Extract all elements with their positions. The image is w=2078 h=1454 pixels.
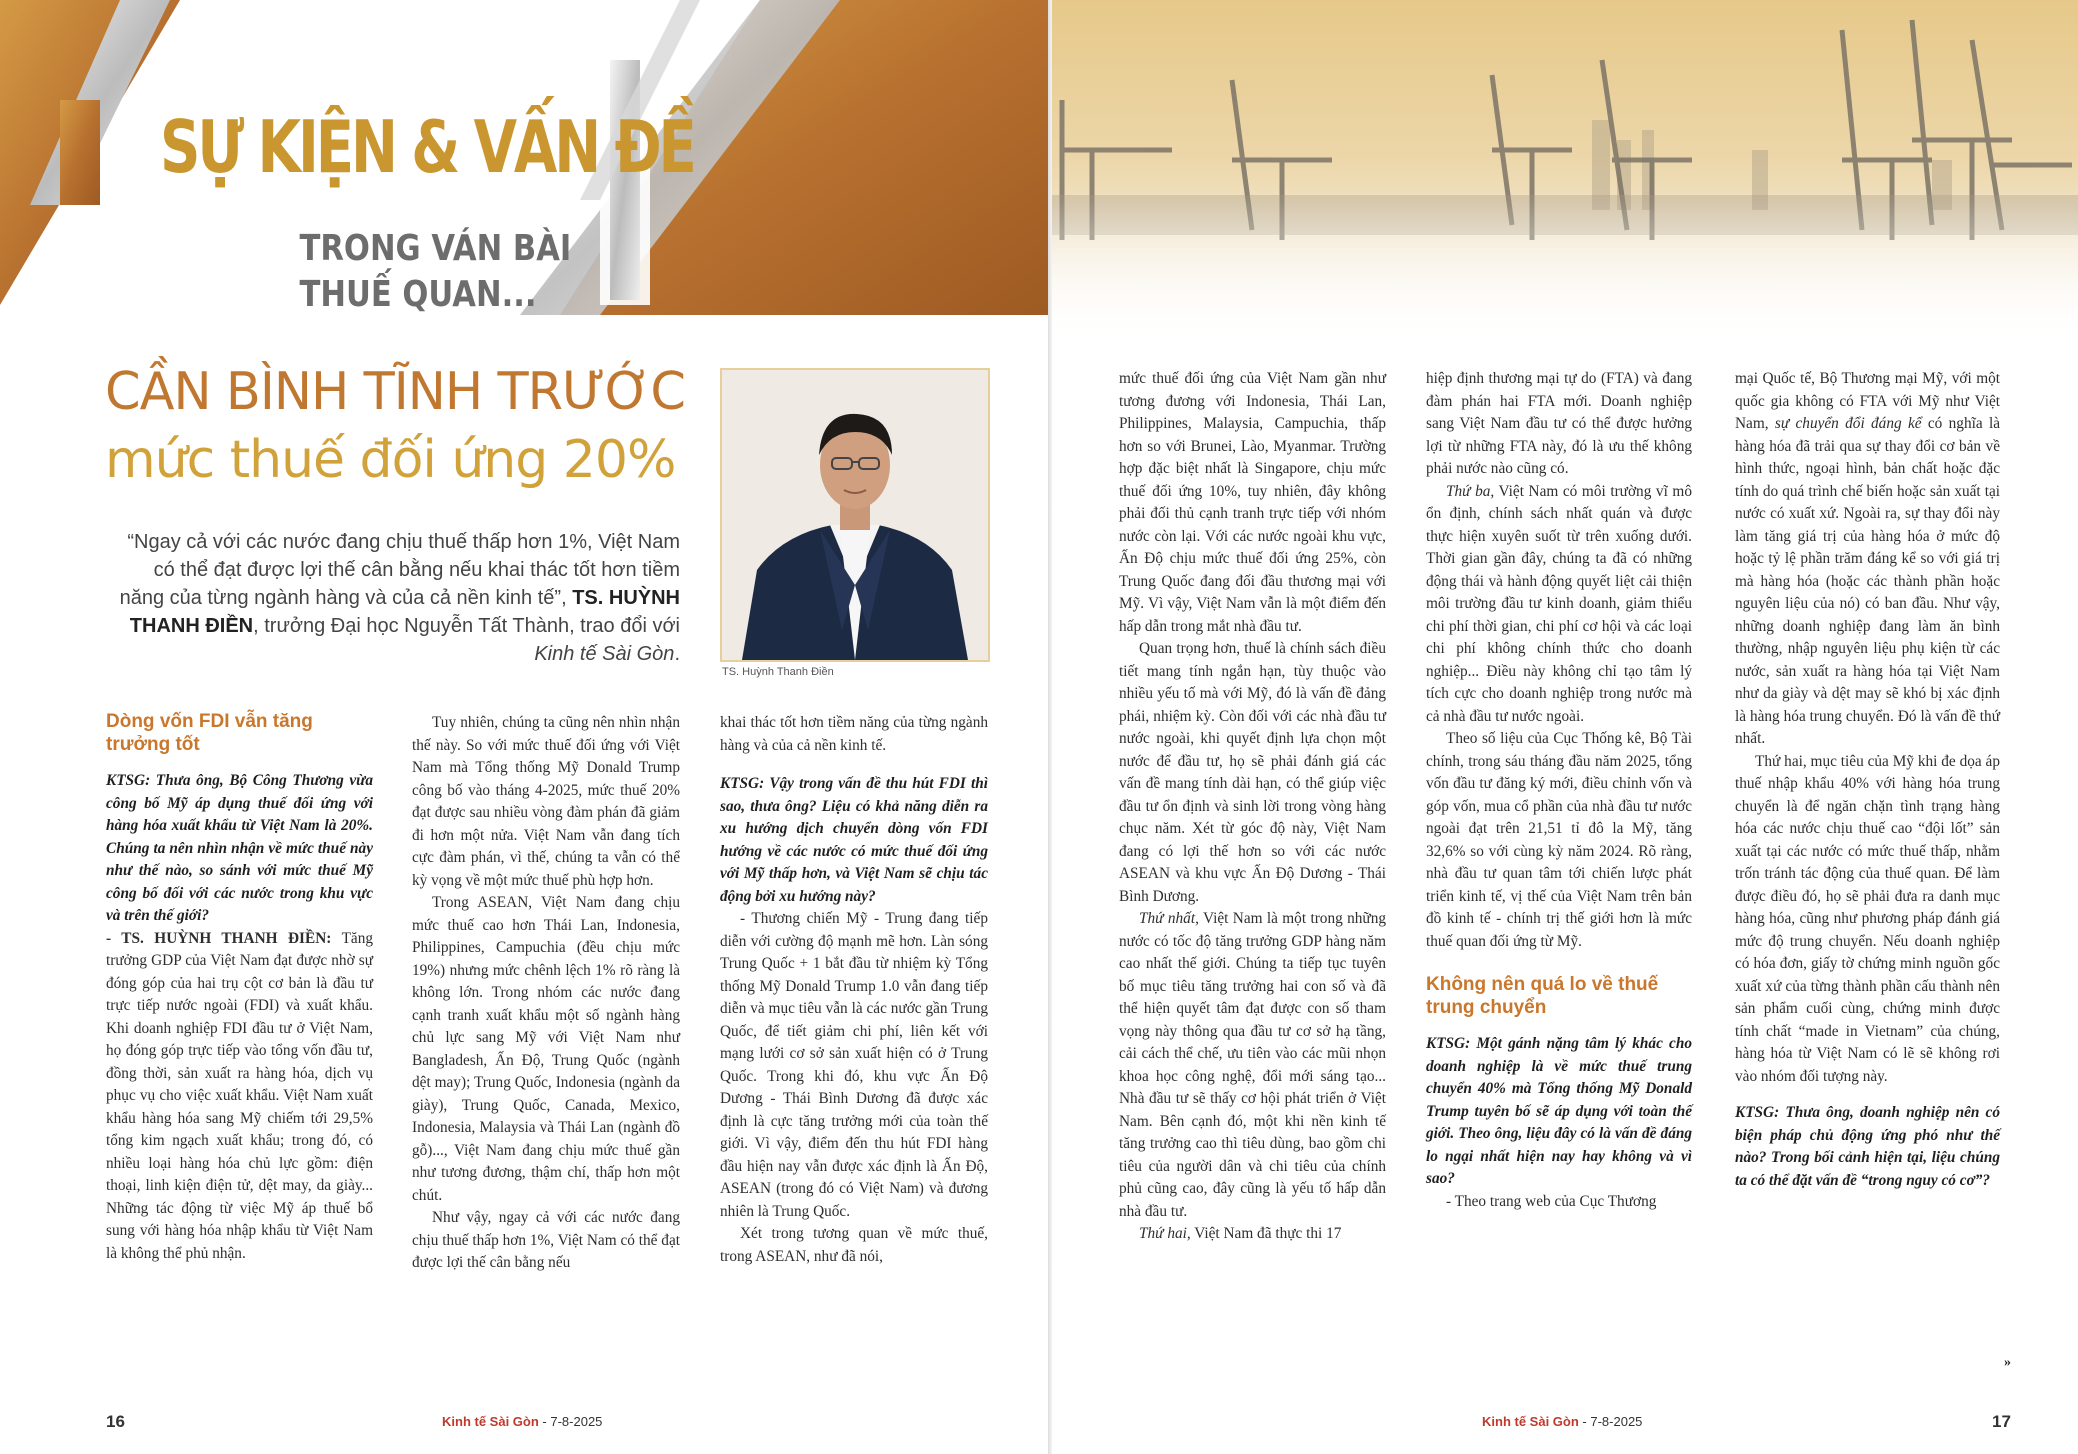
paragraph-text: Việt Nam đã thực thi 17 <box>1190 1225 1342 1242</box>
section-banner <box>0 0 1048 315</box>
port-cranes-photo <box>1052 0 2078 345</box>
paragraph: Như vậy, ngay cả với các nước đang chịu thuế thấp hơn 1%, Việt Nam có thể đạt được lợi thế cân bằng nếu <box>412 1209 680 1271</box>
article-column-1 <box>106 710 373 1265</box>
paragraph-text: mại Quốc tế, Bộ Thương mại Mỹ, với một quốc gia không có FTA với Mỹ như Việt Nam, <box>1735 370 2000 432</box>
port-illustration <box>1052 0 2078 345</box>
paragraph: - Thương chiến Mỹ - Trung đang tiếp diễn với cường độ mạnh mẽ hơn. Làn sóng Trung Quốc + 1 bắt đầu từ nhiệm kỳ Tổng thống Mỹ Donald Trump 1.0 vẫn đang tiếp diễn và mục tiêu vẫn là các nước gần Trung Quốc, để tiết giảm chi phí, liên kết với mạng lưới cơ sở sản xuất hiện có ở Trung Quốc. Trong khi đó, khu vực Ấn Độ Dương - Thái Bình Dương đã được xác định là cực tăng trưởng mới của toàn thế giới. Vì vậy, điểm đến thu hút FDI hàng đầu hiện nay vẫn được xác định là Ấn Độ, ASEAN (trong đó có Việt Nam) và đương nhiên là Trung Quốc. <box>720 910 988 1220</box>
masthead-brand: Kinh tế Sài Gòn <box>1482 1414 1579 1429</box>
subheading: Dòng vốn FDI vẫn tăng trưởng tốt <box>106 711 313 755</box>
interviewee-name: TS. HUỲNH THANH ĐIỀN <box>129 587 680 637</box>
paragraph: - Theo trang web của Cục Thương <box>1446 1192 1657 1210</box>
paragraph <box>1426 481 1692 729</box>
interviewee-role: , trưởng Đại học Nguyễn Tất Thành, trao đổi với <box>253 615 680 637</box>
interview-question: KTSG: Một gánh nặng tâm lý khác cho doanh nghiệp là về mức thuế trung chuyển 40% mà Tổng thống Mỹ Donald Trump tuyên bố sẽ áp dụng với toàn thế giới. Theo ông, liệu đây có là vấn đề đáng lo ngại nhất hiện nay hay không và vì sao? <box>1426 1035 1692 1187</box>
lede-end: . <box>674 643 680 665</box>
answer-label: - TS. HUỲNH THANH ĐIỀN: <box>106 929 332 947</box>
masthead-brand: Kinh tế Sài Gòn <box>442 1414 539 1429</box>
interview-question: KTSG: Thưa ông, Bộ Công Thương vừa công bố Mỹ áp dụng thuế đối ứng với hàng hóa xuất khẩu từ Việt Nam là 20%. Chúng ta nên nhìn nhận về mức thuế này như thế nào, so sánh với mức thuế Mỹ công bố đối với các nước trong khu vực và trên thế giới? <box>106 772 373 924</box>
portrait-illustration <box>722 370 988 660</box>
masthead-footer <box>1482 1414 1642 1429</box>
paragraph: Xét trong tương quan về mức thuế, trong ASEAN, như đã nói, <box>720 1225 988 1265</box>
section-sublabel-line: THUẾ QUAN... <box>299 274 537 315</box>
article-column-6 <box>1735 368 2000 1192</box>
section-sublabel-line: TRONG VÁN BÀI <box>299 228 572 269</box>
emphasis: sự chuyển đổi đáng kể <box>1774 415 1922 432</box>
masthead-footer <box>442 1414 602 1429</box>
paragraph <box>1119 908 1386 1223</box>
interviewee-photo <box>720 368 990 662</box>
paragraph-text: Việt Nam là một trong những nước có tốc độ tăng trưởng GDP hàng năm cao nhất thế giới. Chúng ta tiếp tục tuyên bố mục tiêu tăng trưởng hai con số và đã thể hiện quyết tâm đạt được con số tham vọng này thông qua đầu tư cơ sở hạ tầng, cải cách thể chế, ưu tiên vào các mũi nhọn khoa học công nghệ, đổi mới sáng tạo... Nhà đầu tư sẽ thấy cơ hội phát triển ở Việt Nam. Bên cạnh đó, một khi nền kinh tế tăng trưởng cao thì tiêu dùng, bao gồm chi tiêu của người dân và chi tiêu của chính phủ cũng cao, đây cũng là yếu tố hấp dẫn nhà đầu tư. <box>1119 910 1386 1220</box>
emphasis: Thứ hai, <box>1139 1225 1191 1242</box>
masthead-date: - 7-8-2025 <box>542 1414 603 1429</box>
answer-text: Tăng trưởng GDP của Việt Nam đạt được nhờ sự đóng góp của hai trụ cột cơ bản là đầu tư trực tiếp nước ngoài (FDI) và xuất khẩu. Khi doanh nghiệp FDI đầu tư ở Việt Nam, họ đóng góp trực tiếp vào tổng vốn đầu tư, đồng thời, sản xuất ra hàng hóa, dịch vụ phục vụ cho việc xuất khẩu. Việt Nam xuất khẩu hàng hóa sang Mỹ chiếm tới 29,5% tổng kim ngạch xuất khẩu; trong đó, có nhiều loại hàng hóa chủ lực gồm: điện thoại, linh kiện điện tử, dệt may, da giày... Những tác động từ việc Mỹ áp thuế bổ sung với hàng hóa nhập khẩu từ Việt Nam là không thể phủ nhận. <box>106 929 373 1262</box>
section-label: SỰ KIỆN & VẤN ĐỀ <box>160 105 694 189</box>
emphasis: Thứ nhất, <box>1139 910 1199 927</box>
article-column-5 <box>1426 368 1692 1213</box>
paragraph <box>1735 368 2000 751</box>
paragraph: Thứ hai, mục tiêu của Mỹ khi đe dọa áp thuế nhập khẩu 40% với hàng hóa trung chuyển là để ngăn chặn tình trạng hàng hóa các nước chịu thuế cao “đội lốt” sản xuất tại các nước có mức thuế thấp, nhằm trốn tránh tác động của thuế quan. Để làm được điều đó, họ sẽ phải đưa ra danh mục hàng hóa, cũng như phương pháp đánh giá mức độ trung chuyển. Nếu doanh nghiệp có hóa đơn, giấy tờ chứng minh nguồn gốc xuất xứ của từng thành phần cấu thành nên sản phẩm cuối cùng, chứng minh được tính chất “made in Vietnam” của chúng, hàng hóa từ Việt Nam có lẽ sẽ không rơi vào nhóm đối tượng này. <box>1735 752 2000 1085</box>
lede-quote: “Ngay cả với các nước đang chịu thuế thấp hơn 1%, Việt Nam có thể đạt được lợi thế cân bằng nếu khai thác tốt hơn tiềm năng của từng ngành hàng và của cả nền kinh tế”, <box>119 531 680 609</box>
paragraph: Tuy nhiên, chúng ta cũng nên nhìn nhận thế này. So với mức thuế đối ứng với Việt Nam mà Tổng thống Mỹ Donald Trump công bố vào tháng 4-2025, mức thuế 20% đạt được sau nhiều vòng đàm phán đã giảm đi hơn một nửa. Việt Nam vẫn đang tích cực đàm phán, vì thế, chúng ta vẫn có thể kỳ vọng về một mức thuế phù hợp hơn. <box>412 714 680 889</box>
paragraph-text: Việt Nam có môi trường vĩ mô ổn định, chính sách nhất quán và được thực hiện xuyên suốt từ trên xuống dưới. Thời gian gần đây, chúng ta đã có những động thái và hành động quyết liệt cải thiện môi trường đầu tư kinh doanh, giảm thiểu chi phí thời gian, chi phí cơ hội và các loại chi phí không chính thức cho doanh nghiệp... Điều này không chỉ tạo tâm lý tích cực cho doanh nghiệp trong nước mà cả nhà đầu tư nước ngoài. <box>1426 482 1692 725</box>
paragraph: mức thuế đối ứng của Việt Nam gần như tương đương với Indonesia, Thái Lan, Philippines, Malaysia, Campuchia, thấp hơn so với Brunei, Lào, Myanmar. Trường hợp đặc biệt nhất là Singapore, chịu mức thuế đối ứng 10%, tuy nhiên, đây không phải đối thủ cạnh tranh trực tiếp với nhóm nước còn lại. Với các nước ngoài khu vực, Ấn Độ chịu mức thuế đối ứng 25%, còn Trung Quốc đang đối đầu thương mại với Mỹ. Vì vậy, Việt Nam vẫn là một điểm đến hấp dẫn trong mắt nhà đầu tư. <box>1119 370 1386 635</box>
interview-question: KTSG: Thưa ông, doanh nghiệp nên có biện pháp chủ động ứng phó như thế nào? Trong bối cảnh hiện tại, liệu chúng ta có thể đặt vấn đề “trong nguy có cơ”? <box>1735 1104 2000 1189</box>
article-column-3 <box>720 712 988 1268</box>
article-column-2 <box>412 712 680 1275</box>
paragraph: khai thác tốt hơn tiềm năng của từng ngành hàng và của cả nền kinh tế. <box>720 714 988 754</box>
headline-line-2: mức thuế đối ứng 20% <box>105 430 676 490</box>
page-number: 16 <box>106 1412 125 1431</box>
paragraph-text: có nghĩa là hàng hóa đã trải qua sự thay đổi cơ bản về hình thức, ngoại hình, bản chất hoặc đặc tính do quá trình chế biến hoặc sản xuất tại nước có xuất xứ. Ngoài ra, sự thay đổi này làm tăng giá trị của hàng hóa ở mức độ hoặc tỷ lệ phần trăm đáng kể so với giá trị mà hàng hóa (hoặc các thành phần hoặc nguyên liệu của nó) có ban đầu. Như vậy, những doanh nghiệp đang làm ăn bình thường, nhập nguyên liệu phụ kiện từ các nước, sản xuất ra hàng hóa tại Việt Nam như da giày và dệt may sẽ khó bị xác định là hàng hóa trung chuyển. Đó là vấn đề thứ nhất. <box>1735 415 2000 747</box>
section-sublabel <box>299 226 572 315</box>
headline-line-1: CẦN BÌNH TĨNH TRƯỚC <box>105 362 685 422</box>
continue-arrow-icon: » <box>2004 1355 2011 1370</box>
right-page <box>1052 0 2078 1454</box>
emphasis: Thứ ba, <box>1446 482 1495 500</box>
publication-name: Kinh tế Sài Gòn <box>534 643 675 665</box>
interview-answer <box>106 928 373 1266</box>
paragraph: Trong ASEAN, Việt Nam đang chịu mức thuế cao hơn Thái Lan, Indonesia, Philippines, Campuchia (đều chịu mức 19%) nhưng mức chênh lệch 1% rõ ràng là không lớn. Trong nhóm các nước đang cạnh tranh xuất khẩu một số ngành hàng chủ lực sang Mỹ với Việt Nam như Bangladesh, Ấn Độ, Trung Quốc (ngành dệt may); Trung Quốc, Indonesia (ngành da giày), Trung Quốc, Canada, Mexico, Indonesia, Malaysia và Thái Lan (ngành đồ gỗ)..., Việt Nam đang chịu mức thuế gần như tương đương, thậm chí, thấp hơn một chút. <box>412 894 680 1204</box>
subheading: Không nên quá lo về thuế trung chuyển <box>1426 974 1659 1018</box>
interview-question: KTSG: Vậy trong vấn đề thu hút FDI thì sao, thưa ông? Liệu có khả năng diễn ra xu hướng dịch chuyển dòng vốn FDI hướng về các nước có mức thuế đối ứng với Mỹ thấp hơn, và Việt Nam sẽ chịu tác động bởi xu hướng này? <box>720 775 988 905</box>
paragraph: hiệp định thương mại tự do (FTA) và đang đàm phán hai FTA mới. Doanh nghiệp sang Việt Nam đầu tư có thể được hưởng lợi từ những FTA này, đó là ưu thế không phải nước nào cũng có. <box>1426 370 1692 477</box>
photo-caption: TS. Huỳnh Thanh Điền <box>722 666 834 678</box>
masthead-date: - 7-8-2025 <box>1582 1414 1643 1429</box>
paragraph <box>1119 1223 1386 1246</box>
paragraph: Quan trọng hơn, thuế là chính sách điều tiết mang tính ngắn hạn, tùy thuộc vào nhiều yếu tố mà với Mỹ, đó là vấn đề đảng phái, nhiệm kỳ. Còn đối với các nhà đầu tư nước ngoài, khi quyết định lựa chọn một nước để đầu tư, họ sẽ phải đánh giá các vấn đề mang tính dài hạn, có thể giúp việc đầu tư ổn định và sinh lời trong vòng hàng chục năm. Xét từ góc độ này, Việt Nam đang có lợi thế hơn so với các nước ASEAN và khu vực Ấn Độ Dương - Thái Bình Dương. <box>1119 640 1386 905</box>
page-number: 17 <box>1992 1412 2011 1431</box>
paragraph: Theo số liệu của Cục Thống kê, Bộ Tài chính, trong sáu tháng đầu năm 2025, tổng vốn đầu tư đăng ký mới, điều chỉnh vốn và góp vốn, mua cổ phần của nhà đầu tư nước ngoài đạt trên 21,51 tỉ đô la Mỹ, tăng 32,6% so với cùng kỳ năm 2024. Rõ ràng, nhà đầu tư quan tâm tới chiến lược phát triển kinh tế, vị thế của Việt Nam trên bản đồ kinh tế - chính trị thế giới hơn là mức thuế quan đối ứng từ Mỹ. <box>1426 730 1692 950</box>
article-headline <box>105 362 695 490</box>
article-lede <box>110 528 680 668</box>
article-column-4 <box>1119 368 1386 1246</box>
